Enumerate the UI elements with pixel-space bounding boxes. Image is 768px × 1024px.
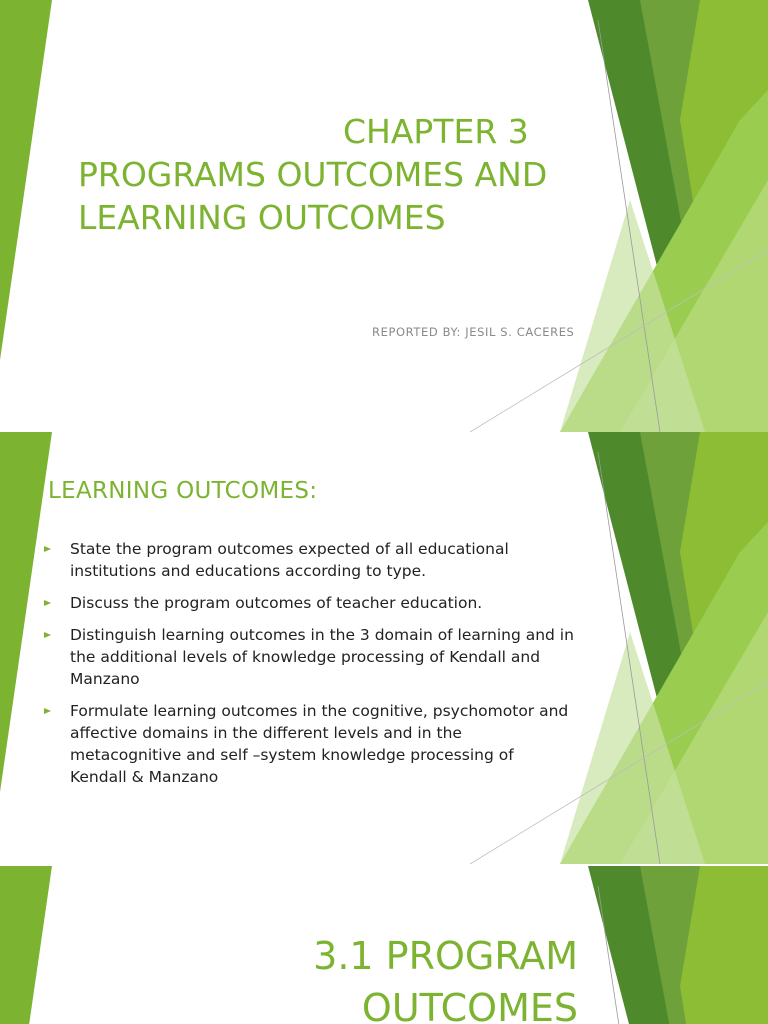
title-line: LEARNING OUTCOMES bbox=[78, 198, 446, 237]
list-item-text: Formulate learning outcomes in the cognitive, psychomotor and affective domains in the different levels and in the metacognitive and self –system knowledge processing of Kendall & Manzano bbox=[70, 702, 569, 786]
slide-title bbox=[0, 0, 768, 432]
title-line: OUTCOMES bbox=[361, 986, 578, 1024]
list-item-text: Distinguish learning outcomes in the 3 domain of learning and in the additional levels of knowledge processing of Kendall and Manzano bbox=[70, 626, 574, 688]
title-line: CHAPTER 3 bbox=[343, 112, 529, 151]
left-green-stripe bbox=[0, 0, 52, 360]
arrow-bullet-icon bbox=[44, 600, 51, 606]
title-line: 3.1 PROGRAM bbox=[313, 934, 578, 978]
arrow-bullet-icon bbox=[44, 546, 51, 552]
chapter-title bbox=[78, 110, 578, 239]
slide-program-outcomes bbox=[0, 866, 768, 1024]
section-title bbox=[313, 930, 578, 1024]
list-item bbox=[44, 700, 574, 788]
left-green-stripe bbox=[0, 866, 52, 1024]
list-item-text: Discuss the program outcomes of teacher education. bbox=[70, 594, 483, 612]
outcomes-list bbox=[44, 538, 574, 798]
reporter-credit: REPORTED BY: JESIL S. CACERES bbox=[372, 325, 575, 339]
list-item bbox=[44, 538, 574, 582]
list-item bbox=[44, 592, 574, 614]
list-item bbox=[44, 624, 574, 690]
list-item-text: State the program outcomes expected of all educational institutions and educations according to type. bbox=[70, 540, 509, 580]
slide-learning-outcomes bbox=[0, 432, 768, 866]
title-line: PROGRAMS OUTCOMES AND bbox=[78, 155, 548, 194]
arrow-bullet-icon bbox=[44, 708, 51, 714]
arrow-bullet-icon bbox=[44, 632, 51, 638]
section-heading: LEARNING OUTCOMES: bbox=[48, 478, 318, 504]
